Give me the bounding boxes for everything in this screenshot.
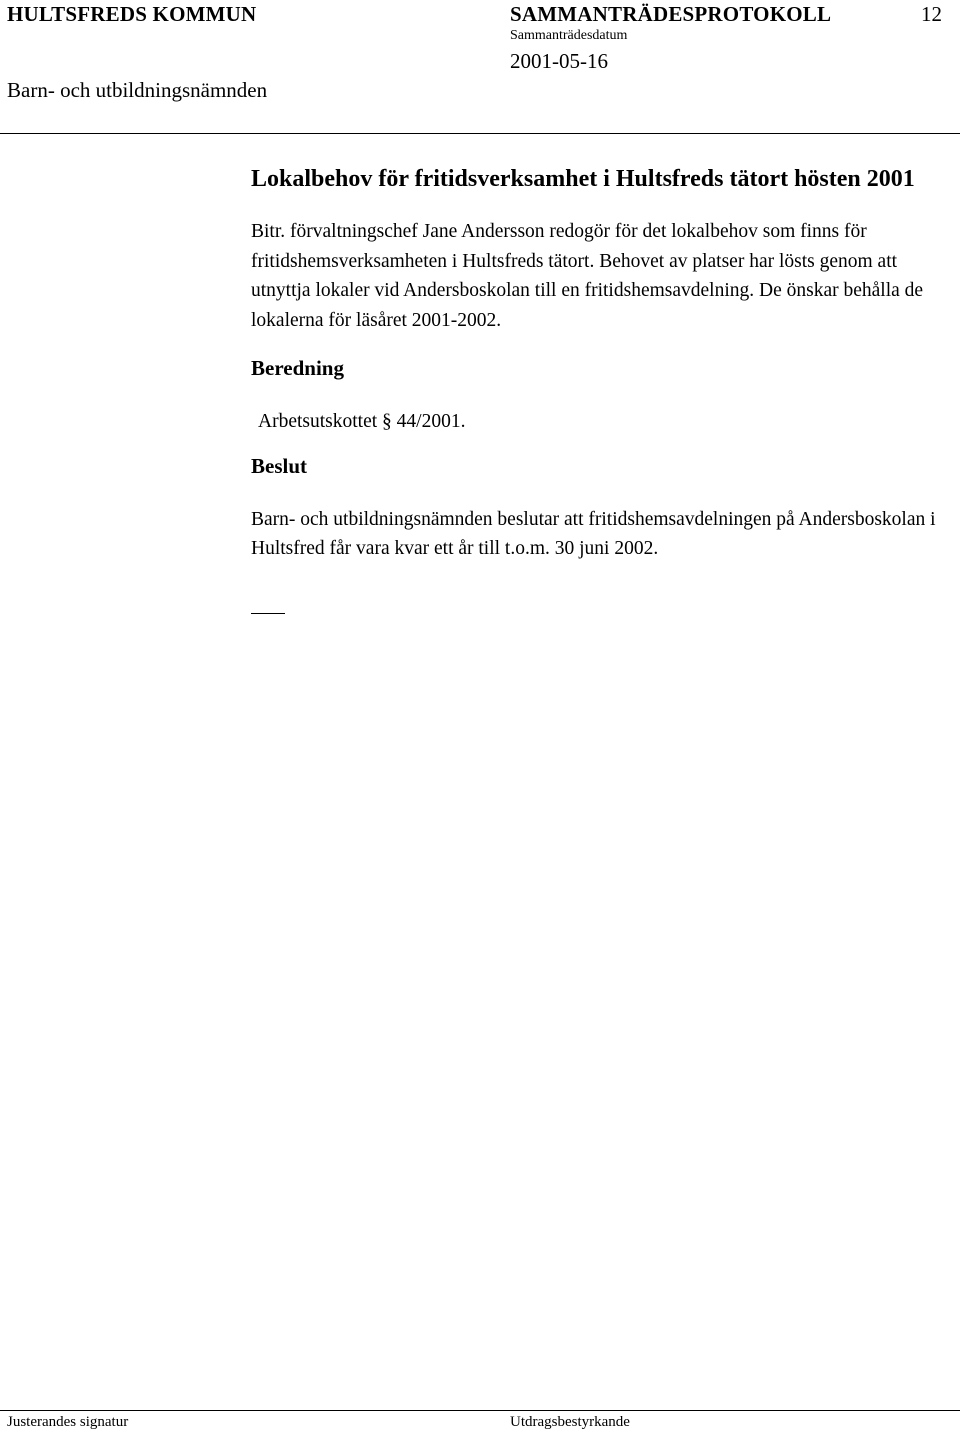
meeting-date: 2001-05-16 [510, 49, 608, 73]
protocol-title: SAMMANTRÄDESPROTOKOLL [510, 2, 832, 26]
intro-paragraph: Bitr. förvaltningschef Jane Andersson redogör för det lokalbehov som finns för fritidshemsverksamheten i Hultsfreds tätort. Behovet av platser har lösts genom att utnyttja lokaler vid Andersboskolan till en fritidshemsavdelning. De önskar behålla de lokalerna för läsåret 2001-2002. [251, 221, 924, 331]
committee-name: Barn- och utbildningsnämnden [7, 78, 268, 102]
preparation-text: Arbetsutskottet § 44/2001. [258, 411, 466, 432]
item-title: Lokalbehov för fritidsverksamhet i Hultsfreds tätort hösten 2001 [251, 166, 915, 192]
organization-name: HULTSFREDS KOMMUN [7, 2, 257, 26]
end-of-item-rule [251, 613, 285, 614]
document-body [251, 163, 951, 614]
preparation-heading: Beredning [251, 356, 344, 380]
extract-certification-label: Utdragsbestyrkande [510, 1414, 630, 1430]
header-divider [0, 133, 960, 134]
meeting-date-label: Sammanträdesdatum [510, 28, 628, 43]
signature-label: Justerandes signatur [7, 1414, 129, 1430]
footer-divider [0, 1410, 960, 1411]
page-number: 12 [921, 2, 942, 26]
decision-heading: Beslut [251, 453, 308, 478]
decision-text: Barn- och utbildningsnämnden beslutar att fritidshemsavdelningen på Andersboskolan i Hultsfred får vara kvar ett år till t.o.m. 30 juni 2002. [251, 508, 936, 559]
